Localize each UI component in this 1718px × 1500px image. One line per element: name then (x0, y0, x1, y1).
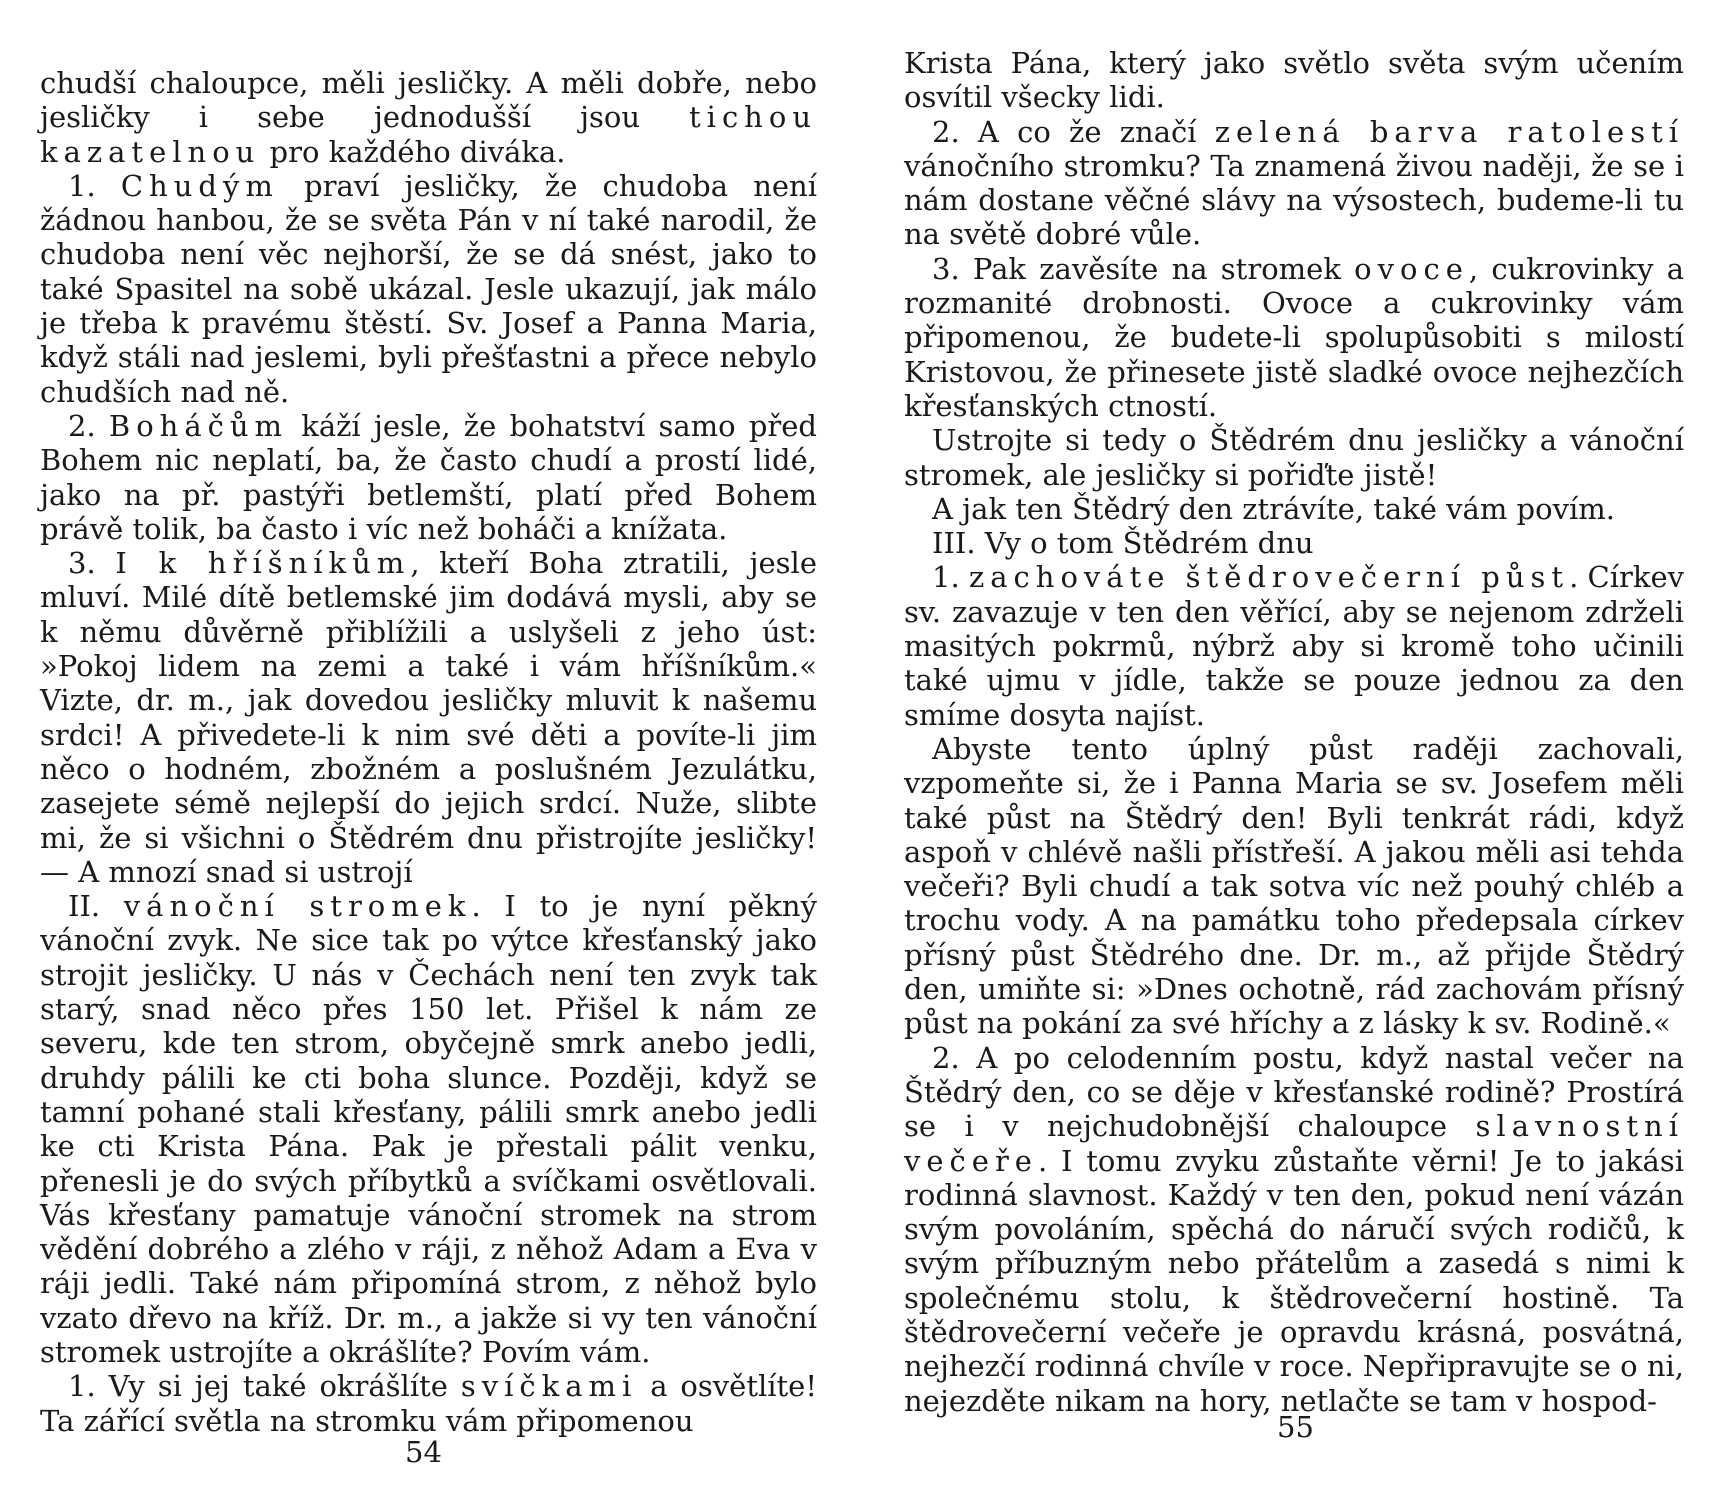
paragraph-text: . Církev sv. zavazuje v ten den věřící, aby se nejenom zdrželi masitých pokrmů, nýbrž aby si kromě toho učinili také ujmu v jídle, takže se pouze jednou za den smíme dosyta najíst. (904, 560, 1684, 732)
paragraph (40, 409, 817, 546)
paragraph-text: A jak ten Štědrý den ztrávíte, také vám povím. (932, 491, 1615, 526)
paragraph-text: 2. A po celodenním postu, když nastal večer na Štědrý den, co se děje v křesťanské rodině? Prostírá se i v nejchudobnější chaloupce (904, 1040, 1684, 1144)
paragraph-text: Abyste tento úplný půst raději zachovali, vzpomeňte si, že i Panna Maria se sv. Josefem měli také půst na Štědrý den! Byli tenkrát rádi, když aspoň v chlévě našli přístřeší. A jakou měli asi tehda večeři? Byli chudí a tak sotva víc než pouhý chléb a trochu vody. A na památku toho předepsala církev přísný půst Štědrého dne. Dr. m., až přijde Štědrý den, umiňte si: »Dnes ochotně, rád zachovám přísný půst na pokání za své hříchy a z lásky k sv. Rodině.« (904, 731, 1684, 1041)
paragraph-text: pro každého diváka. (260, 134, 566, 169)
spaced-emphasis-text: svíčkami (460, 1369, 638, 1404)
paragraph (904, 252, 1684, 423)
paragraph-text: 2. (68, 408, 109, 443)
paragraph (904, 423, 1684, 492)
paragraph-text: a osvětlíte! Ta zářící světla na stromku vám připomenou (40, 1369, 817, 1438)
paragraph-text: , cukrovinky a rozmanité drobnosti. Ovoce a cukrovinky vám připomenou, že budete-li spolupůsobiti s milostí Kristovou, že přinesete jistě sladké ovoce nejhezčích křesťanských ctností. (904, 251, 1684, 423)
paragraph (40, 66, 817, 169)
spaced-emphasis-text: Boháčům (108, 408, 289, 443)
spaced-emphasis-text: ovoce (1354, 251, 1469, 286)
paragraph (904, 526, 1684, 560)
paragraph-text: 1. Vy si jej také okrášlíte (68, 1369, 461, 1404)
paragraph-text: , kteří Boha ztratili, jesle mluví. Milé dítě betlemské jim dodává mysli, aby se k němu důvěrně přiblížili a uslyšeli z jeho úst: »Pokoj lidem na zemi a také i vám hříšníkům.« Vizte, dr. m., jak dovedou jesličky mluvit k našemu srdci! A přivedete-li k nim své děti a povíte-li jim něco o hodném, zbožném a poslušném Jezulátku, zasejete sémě nejlepší do jejich srdcí. Nuže, slibte mi, že si všichni o Štědrém dnu přistrojíte jesličky! — A mnozí snad si ustrojí (40, 546, 817, 889)
left-page-number: 54 (405, 1435, 442, 1469)
right-page-number: 55 (1277, 1410, 1314, 1444)
paragraph-text: 3. Pak zavěsíte na stromek (932, 251, 1355, 286)
paragraph-text: praví jesličky, že chudoba není žádnou hanbou, že se světa Pán v ní také narodil, že chudoba není věc nejhorší, že se dá snést, jako to také Spasitel na sobě ukázal. Jesle ukazují, jak málo je třeba k pravému štěstí. Sv. Josef a Panna Maria, když stáli nad jeslemi, byli přešťastni a přece nebylo chudších nad ně. (40, 168, 817, 409)
paragraph (904, 46, 1684, 115)
paragraph (904, 492, 1684, 526)
spaced-emphasis-text: slavnostní večeře (904, 1109, 1684, 1178)
paragraph (40, 169, 817, 409)
paragraph-text: . I tomu zvyku zůstaňte věrni! Je to jakási rodinná slavnost. Každý v ten den, pokud není vázán svým povoláním, spěchá do náručí svých rodičů, k svým příbuzným nebo přátelům a zasedá s nimi k společnému stolu, k štědrovečerní hostině. Ta štědrovečerní večeře je opravdu krásná, posvátná, nejhezčí rodinná chvíle v roce. Nepřipravujte se o ni, nejezděte nikam na hory, netlačte se tam v hospod- (904, 1143, 1684, 1418)
paragraph-text: III. Vy o tom Štědrém dnu (932, 526, 1314, 561)
paragraph-text: Krista Pána, který jako světlo světa svým učením osvítil všecky lidi. (904, 46, 1684, 115)
spaced-emphasis-text: Chudým (120, 168, 279, 203)
right-page-text (904, 46, 1684, 1418)
left-page-text (40, 66, 817, 1438)
paragraph-text: káží jesle, že bohatství samo před Bohem nic neplatí, ba, že často chudí a prostí lidé, jako na př. pastýři betlemští, platí před Bohem právě tolik, ba často i víc než boháči a knížata. (40, 408, 817, 546)
paragraph-text: chudší chaloupce, měli jesličky. A měli dobře, nebo jesličky i sebe jednodušší jsou (40, 66, 817, 135)
spaced-emphasis-text: vánoční stromek (123, 889, 472, 924)
paragraph (40, 1369, 817, 1438)
paragraph-text: 1. (932, 560, 969, 595)
paragraph (904, 732, 1684, 1041)
paragraph (904, 115, 1684, 252)
spaced-emphasis-text: zachováte štědrovečerní půst (968, 560, 1570, 595)
spaced-emphasis-text: tichou kazatelnou (40, 100, 817, 169)
paragraph (904, 1041, 1684, 1418)
paragraph (40, 546, 817, 889)
paragraph-text: 1. (68, 168, 121, 203)
spaced-emphasis-text: zelená barva ratolestí (1214, 114, 1685, 149)
paragraph-text: Ustrojte si tedy o Štědrém dnu jesličky a vánoční stromek, ale jesličky si pořiďte jistě! (904, 423, 1684, 492)
paragraph-text: vánočního stromku? Ta znamená živou naději, že se i nám dostane věčné slávy na výsostech, budeme-li tu na světě dobré vůle. (904, 148, 1684, 252)
paragraph-text: II. (68, 889, 124, 924)
paragraph-text: . I to je nyní pěkný vánoční zvyk. Ne sice tak po výtce křesťanský jako strojit jesličky. U nás v Čechách není ten zvyk tak starý, snad něco přes 150 let. Přišel k nám ze severu, kde ten strom, obyčejně smrk anebo jedli, druhdy pálili ke cti boha slunce. Později, když se tamní pohané stali křesťany, pálili smrk anebo jedli ke cti Krista Pána. Pak je přestali pálit venku, přenesli je do svých příbytků a svíčkami osvětlovali. Vás křesťany pamatuje vánoční stromek na strom vědění dobrého a zlého v ráji, z něhož Adam a Eva v ráji jedli. Také nám připomíná strom, z něhož bylo vzato dřevo na kříž. Dr. m., a jakže si vy ten vánoční stromek ustrojíte a okrášlíte? Povím vám. (40, 889, 817, 1369)
paragraph-text: 3. (68, 546, 116, 581)
spaced-emphasis-text: I k hříšníkům (115, 546, 411, 581)
paragraph (904, 560, 1684, 731)
paragraph-text: 2. A co že značí (932, 114, 1215, 149)
paragraph (40, 889, 817, 1369)
